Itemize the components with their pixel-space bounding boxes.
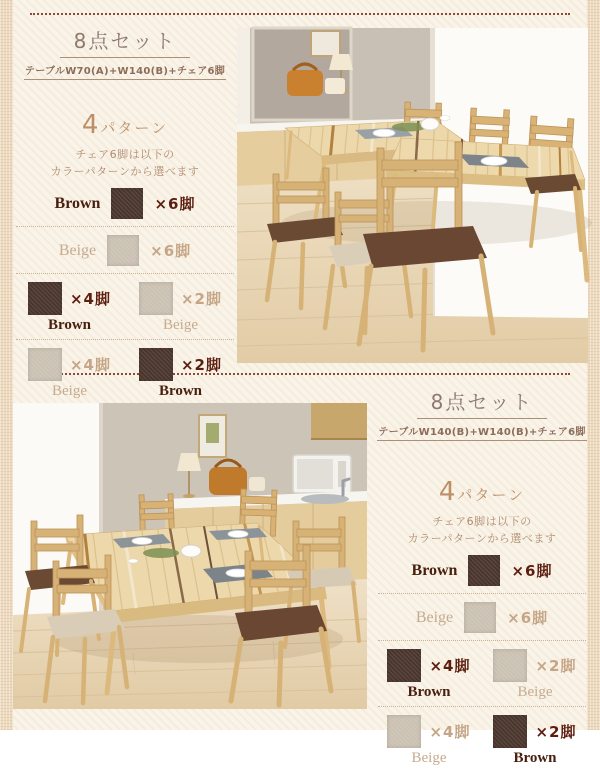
top-dotted-divider: [30, 13, 570, 15]
fabric-swatch-brown: [493, 715, 527, 748]
swatch-label-beige: Beige: [517, 684, 553, 701]
pattern-cell: [14, 282, 125, 334]
swatch-label-brown: Brown: [513, 750, 557, 767]
swatch-label-beige: Beige: [58, 241, 97, 259]
swatch-count: ×6脚: [150, 242, 192, 261]
fabric-swatch-brown: [111, 188, 143, 219]
swatch-label-brown: Brown: [54, 194, 101, 212]
pattern-row-brown6: [376, 547, 588, 593]
fabric-swatch-brown: [139, 348, 173, 381]
fabric-swatch-beige: [28, 348, 62, 381]
swatch-label-brown: Brown: [407, 684, 451, 701]
pattern-cell: [482, 649, 588, 701]
pattern-cell: [376, 649, 482, 701]
color-pattern-block: [376, 477, 588, 772]
fabric-swatch-brown: [468, 555, 500, 586]
swatch-count: ×2脚: [180, 290, 222, 309]
section1-subtitle: テーブルW70(A)+W140(B)+チェア6脚: [24, 62, 226, 80]
swatch-label-brown: Brown: [158, 383, 203, 400]
pattern-row-beige6: [14, 227, 236, 273]
pattern-row-beige4-brown2: [376, 707, 588, 772]
fabric-swatch-beige: [493, 649, 527, 682]
pattern-description-line2: カラーパターンから選べます: [407, 532, 557, 546]
section2-info-column: [376, 386, 588, 772]
fabric-swatch-beige: [107, 235, 139, 266]
section2-title: 8点セット: [417, 386, 548, 419]
pattern-cell: [14, 348, 125, 400]
left-texture-border: [0, 0, 13, 730]
pattern-row-beige4-brown2: [14, 340, 236, 405]
pattern-row-brown4-beige2: [376, 641, 588, 706]
pattern-cell: [482, 715, 588, 767]
pattern-cell: [125, 282, 236, 334]
pattern-heading: 4パターン: [81, 110, 169, 140]
fabric-swatch-brown: [387, 649, 421, 682]
swatch-count: ×2脚: [180, 356, 222, 375]
pattern-row-beige6: [376, 594, 588, 640]
pattern-description-line2: カラーパターンから選べます: [50, 165, 200, 179]
swatch-label-beige: Beige: [415, 608, 454, 626]
dining-room-illustration: [237, 28, 588, 363]
swatch-count: ×4脚: [429, 657, 471, 676]
swatch-count: ×2脚: [535, 723, 577, 742]
fabric-swatch-beige: [139, 282, 173, 315]
section1-title: 8点セット: [60, 25, 191, 58]
dining-set-photo-top: [237, 28, 588, 363]
right-texture-border: [587, 0, 600, 730]
swatch-label-beige: Beige: [52, 383, 87, 400]
fabric-swatch-brown: [28, 282, 62, 315]
dining-set-photo-bottom: [13, 403, 367, 709]
section1-info-column: [14, 25, 236, 405]
pattern-description: [14, 146, 236, 180]
swatch-count: ×6脚: [154, 195, 196, 214]
pattern-description-line1: チェア6脚は以下の: [75, 148, 175, 161]
pattern-cell: [125, 348, 236, 400]
swatch-label-brown: Brown: [47, 317, 92, 334]
color-pattern-block: [14, 110, 236, 405]
swatch-count: ×6脚: [511, 562, 553, 581]
pattern-cell: [376, 715, 482, 767]
swatch-label-brown: Brown: [411, 561, 458, 579]
swatch-count: ×6脚: [507, 609, 549, 628]
swatch-label-beige: Beige: [163, 317, 198, 334]
section2-subtitle: テーブルW140(B)+W140(B)+チェア6脚: [377, 423, 586, 441]
pattern-description-line1: チェア6脚は以下の: [432, 515, 532, 528]
swatch-label-beige: Beige: [411, 750, 447, 767]
fabric-swatch-beige: [464, 602, 496, 633]
dining-room-illustration: [13, 403, 367, 709]
pattern-row-brown4-beige2: [14, 274, 236, 339]
pattern-row-brown6: [14, 180, 236, 226]
pattern-description: [376, 513, 588, 547]
swatch-count: ×2脚: [535, 657, 577, 676]
fabric-swatch-beige: [387, 715, 421, 748]
swatch-count: ×4脚: [69, 290, 111, 309]
swatch-count: ×4脚: [69, 356, 111, 375]
pattern-heading: 4パターン: [438, 477, 526, 507]
swatch-count: ×4脚: [429, 723, 471, 742]
